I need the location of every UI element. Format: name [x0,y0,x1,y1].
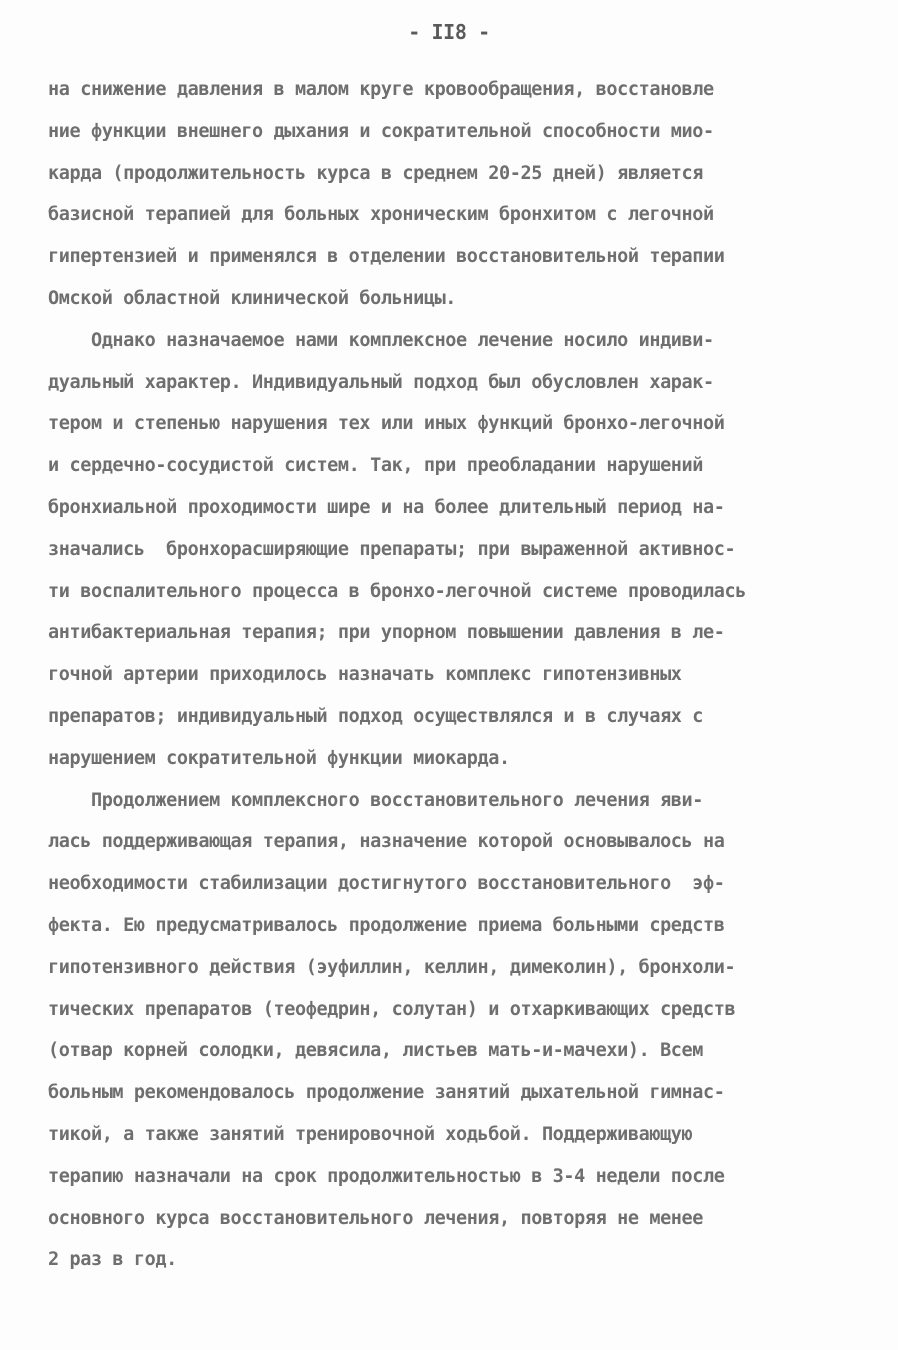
text-line: значались бронхорасширяющие препараты; при выраженной активнос- [48,538,736,560]
text-line: гипотензивного действия (эуфиллин, келлин, димеколин), бронхоли- [48,956,736,978]
text-line: ти воспалительного процесса в бронхо-легочной системе проводилась [48,580,746,602]
body-text [48,78,878,1290]
text-line: и сердечно-сосудистой систем. Так, при преобладании нарушений [48,455,704,477]
text-line: гипертензией и применялся в отделении восстановительной терапии [48,246,725,268]
text-line: нарушением сократительной функции миокарда. [48,747,510,769]
text-line: необходимости стабилизации достигнутого восстановительного эф- [48,873,725,895]
text-line: гочной артерии приходилось назначать комплекс гипотензивных [48,664,682,686]
text-line: тикой, а также занятий тренировочной ходьбой. Поддерживающую [48,1123,693,1145]
text-line: больным рекомендовалось продолжение занятий дыхательной гимнас- [48,1082,725,1104]
text-line: (отвар корней солодки, девясила, листьев мать-и-мачехи). Всем [48,1040,704,1062]
text-line: лась поддерживающая терапия, назначение которой основывалось на [48,831,725,853]
text-line: Омской областной клинической больницы. [48,287,457,309]
text-line: фекта. Ею предусматривалось продолжение приема больными средств [48,914,725,936]
text-line: препаратов; индивидуальный подход осуществлялся и в случаях с [48,705,704,727]
text-line: ние функции внешнего дыхания и сократительной способности мио- [48,120,714,142]
text-line: 2 раз в год. [48,1249,177,1271]
text-line: бронхиальной проходимости шире и на более длительный период на- [48,496,725,518]
text-line: Однако назначаемое нами комплексное лечение носило индиви- [48,329,714,351]
text-line: основного курса восстановительного лечения, повторяя не менее [48,1207,704,1229]
text-line: тических препаратов (теофедрин, солутан) и отхаркивающих средств [48,998,736,1020]
text-line: карда (продолжительность курса в среднем 20-25 дней) является [48,162,704,184]
text-line: на снижение давления в малом круге кровообращения, восстановле [48,79,714,100]
text-line: базисной терапией для больных хроническим бронхитом с легочной [48,204,714,226]
text-line: антибактериальная терапия; при упорном повышении давления в ле- [48,622,725,644]
text-line: тером и степенью нарушения тех или иных функций бронхо-легочной [48,413,725,435]
text-line: терапию назначали на срок продолжительностью в 3-4 недели после [48,1165,725,1187]
text-line: Продолжением комплексного восстановительного лечения яви- [48,789,704,811]
text-line: дуальный характер. Индивидуальный подход был обусловлен харак- [48,371,714,393]
page-number: - II8 - [408,20,490,44]
